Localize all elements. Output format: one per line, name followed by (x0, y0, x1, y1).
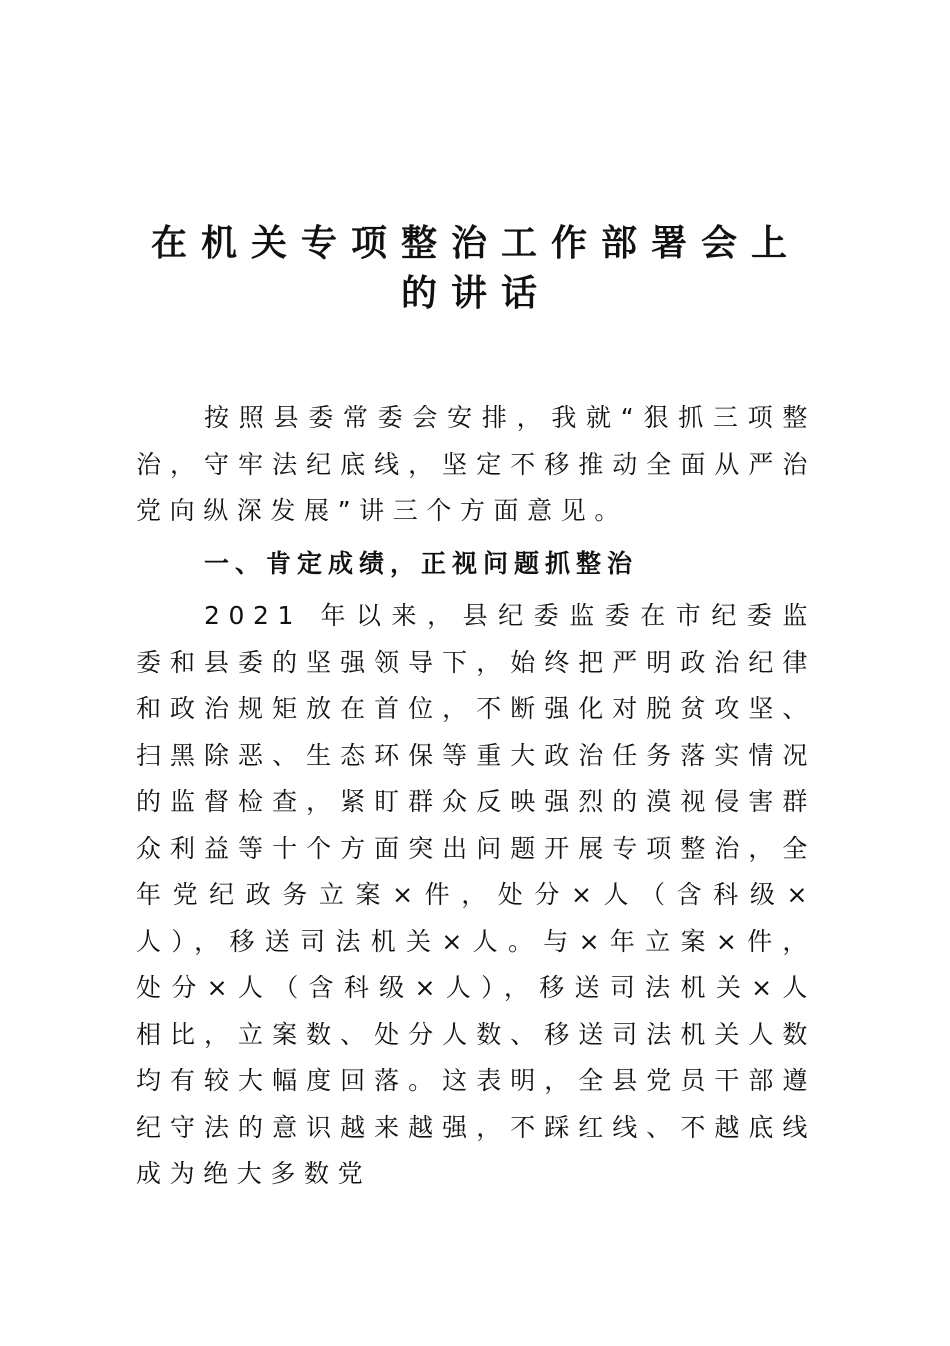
section-heading: 一、肯定成绩，正视问题抓整治 (204, 548, 639, 578)
title-line-1: 在机关专项整治工作部署会上 (150, 222, 801, 264)
title-line-2: 的讲话 (400, 272, 551, 314)
body-paragraph: 2021 年以来，县纪委监委在市纪委监委和县委的坚强领导下，始终把严明政治纪律和政治规矩放在首位，不断强化对脱贫攻坚、扫黑除恶、生态环保等重大政治任务落实情况的监督检查，紧盯群众反映强烈的漠视侵害群众利益等十个方面突出问题开展专项整治，全年党纪政务立案×件，处分×人（含科级×人），移送司法机关×人。与×年立案×件，处分×人（含科级×人），移送司法机关×人相比，立案数、处分人数、移送司法机关人数均有较大幅度回落。这表明，全县党员干部遵纪守法的意识越来越强，不踩红线、不越底线成为绝大多数党 (136, 601, 816, 1188)
document-body (136, 395, 816, 1198)
document-title (136, 218, 816, 318)
intro-paragraph: 按照县委常委会安排，我就“狠抓三项整治，守牢法纪底线，坚定不移推动全面从严治党向纵深发展”讲三个方面意见。 (136, 403, 816, 525)
